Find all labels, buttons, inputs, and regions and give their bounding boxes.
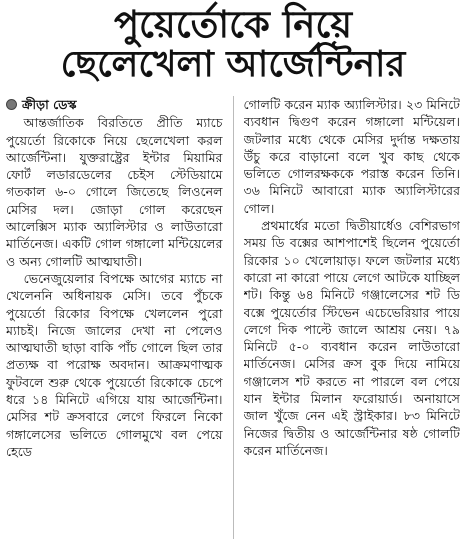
paragraph: গোলটি করেন ম্যাক অ্যালিস্টার। ২৩ মিনিটে ব্যবধান দ্বিগুণ করেন গঙ্গালো মন্টিয়েল। জটলার মধ্যে থেকে মেসির দুর্দান্ত দক্ষতায় উঁচু করে বাড়ানো বলে খুব কাছ থেকে ভলিতে গোলরক্ষককে পরাস্ত করেন তিনি। ৩৬ মিনিটে আবারো ম্যাক অ্যালিস্টারের গোল। [243,97,460,216]
paragraph: প্রথমার্ধের মতো দ্বিতীয়ার্ধেও বেশিরভাগ সময় ডি বক্সের আশপাশেই ছিলেন পুয়ের্তো রিকোর ১০ খেলোয়াড়। ফলে জটলার মধ্যে কারো না কারো পায়ে লেগে আটকে যাচ্ছিল শট। কিন্তু ৬৪ মিনিটে গঞ্জালেসের শট ডি বক্সে পুয়ের্তোর স্টিভেন এচেভেরিয়ার পায়ে লেগে দিক পাল্টে জালে আশ্রয় নেয়। ৭৯ মিনিটে ৫-০ ব্যবধান করেন লাউতারো মার্তিনেজ। মেসির ক্রস বুক দিয়ে নামিয়ে গঞ্জালেস শট করতে না পারলে বল পেয়ে যান ইন্টার মিলান ফরোয়ার্ড। অনায়াসে জাল খুঁজে নেন এই স্ট্রাইকার। ৮৩ মিনিটে নিজের দ্বিতীয় ও আর্জেন্টিনার ষষ্ঠ গোলটি করেন মার্তিনেজ। [243,218,460,458]
paragraph: ভেনেজুয়েলার বিপক্ষে আগের ম্যাচে না খেলেননি অধিনায়ক মেসি। তবে পুঁচকে পুয়ের্তো রিকোর বিপক্ষে খেললেন পুরো ম্যাচই। নিজে জালের দেখা না পেলেও আত্মঘাতী ছাড়া বাকি পাঁচ গোলে ছিল তার প্রত্যক্ষ বা পরোক্ষ অবদান। আক্রমণাত্মক ফুটবলে শুরু থেকে পুয়ের্তো রিকোকে চেপে ধরে ১৪ মিনিটে এগিয়ে যায় আর্জেন্টিনা। মেসির শট ক্রসবারে লেগে ফিরলে নিকো গঙ্গালেসের ভলিতে গোলমুখে বল পেয়ে হেডে [6,270,223,459]
article-column-2 [244,96,461,539]
headline [0,0,466,86]
bullet-icon [6,99,17,110]
byline-text: ক্রীড়া ডেস্ক [22,97,77,112]
column-divider [233,96,234,539]
headline-line-2: ছেলেখেলা আর্জেন্টিনার [60,44,406,86]
paragraph: আন্তর্জাতিক বিরতিতে প্রীতি ম্যাচে পুয়ের্তো রিকোকে নিয়ে ছেলেখেলা করল আর্জেন্টিনা। যুক্তরাষ্ট্রের ইন্টার মিয়ামির ফোর্ট লডারডেলের চেইস স্টেডিয়ামে গতকাল ৬-০ গোলে জিতেছে লিওনেল মেসির দল। জোড়া গোল করেছেন আলেক্সিস ম্যাক অ্যালিস্টার ও লাউতারো মার্তিনেজ। একটি গোল গঙ্গালো মন্টিয়েলের ও অন্য গোলটি আত্মঘাতী। [6,115,223,269]
article-body [6,96,460,539]
headline-line-1: পুয়ের্তোকে নিয়ে [113,3,353,46]
byline [6,96,223,113]
article-column-1 [6,96,223,539]
